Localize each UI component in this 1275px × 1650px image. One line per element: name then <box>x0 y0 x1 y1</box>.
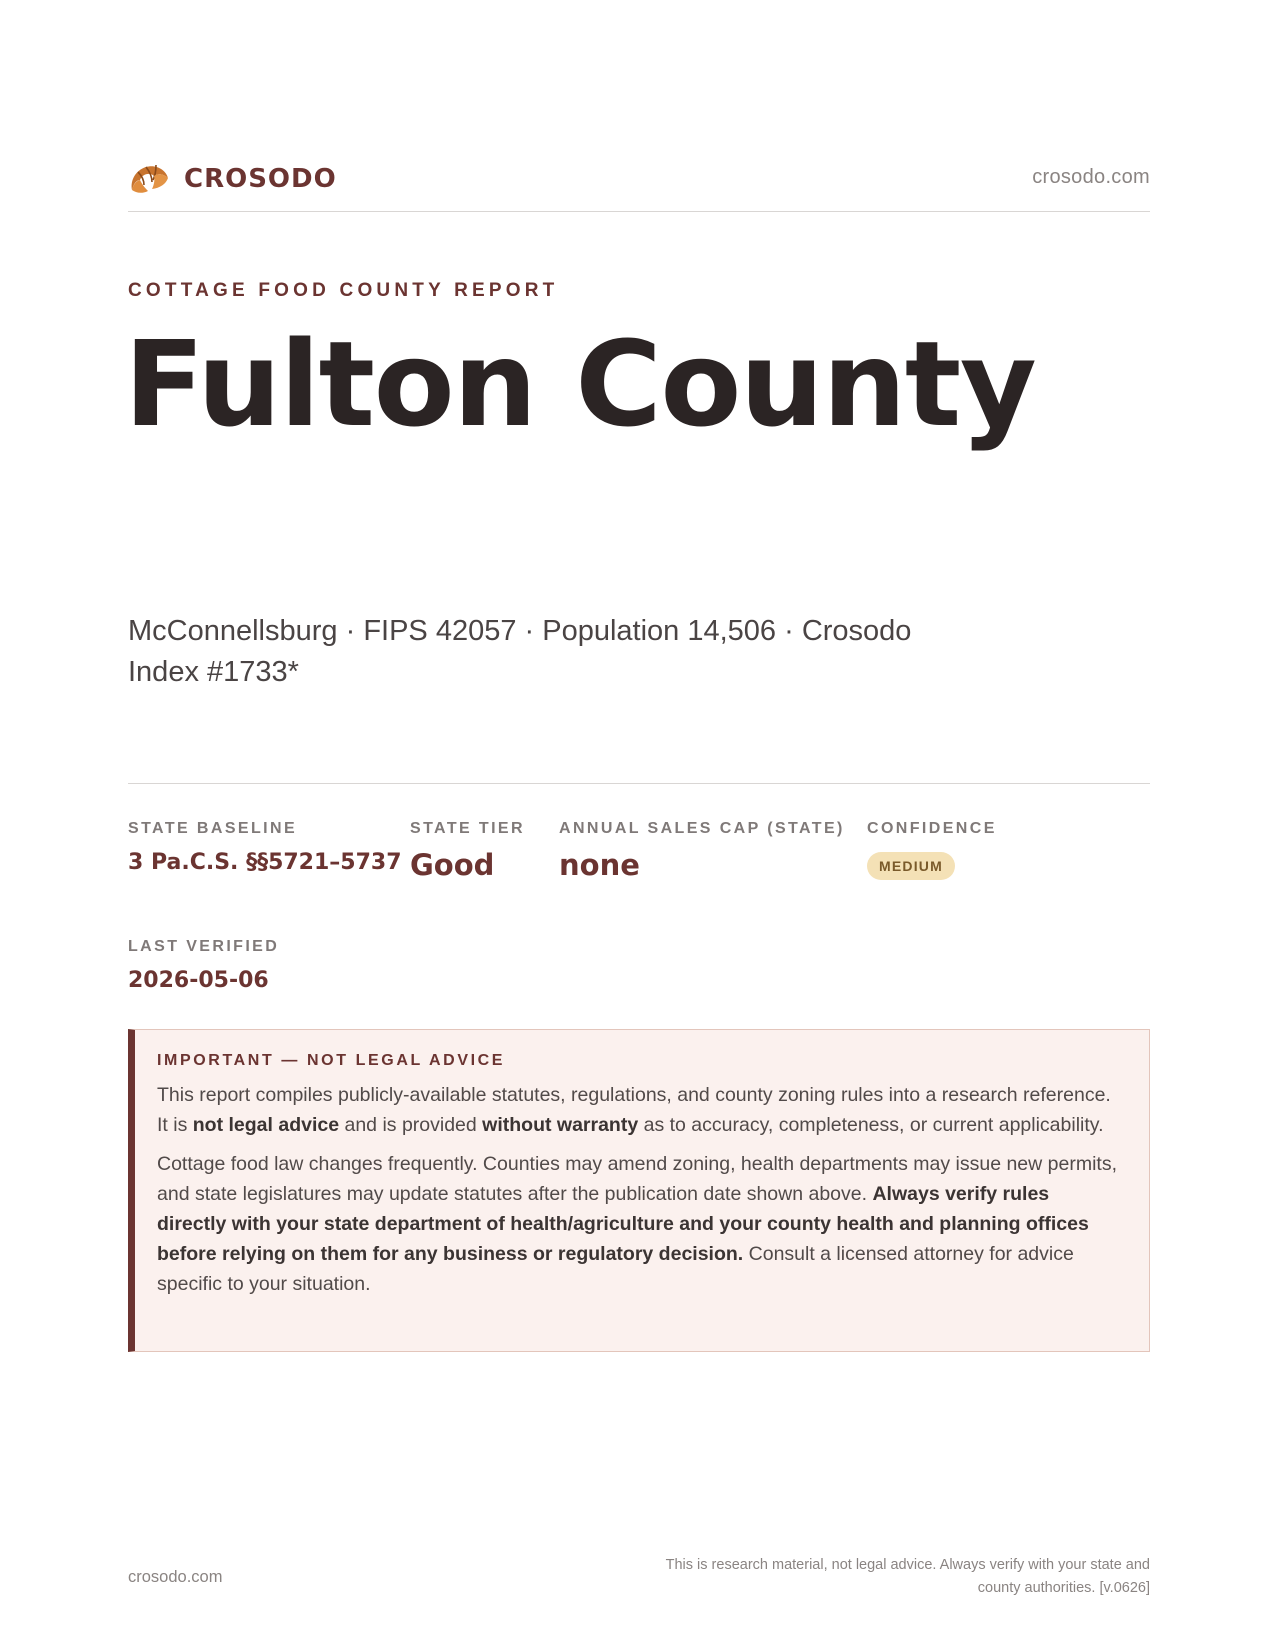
notice-paragraph: Cottage food law changes frequently. Counties may amend zoning, health departments may issue new permits, and state legislatures may update statutes after the publication date shown above. Always verify rules directly with your state department of health/agriculture and your county health and planning offices before relying on them for any business or regulatory decision. Consult a licensed attorney for advice specific to your situation. <box>157 1153 1117 1295</box>
confidence-badge: MEDIUM <box>867 852 955 880</box>
fact-annual-sales-cap <box>559 820 845 882</box>
fact-state-baseline <box>128 820 402 875</box>
fact-label: STATE BASELINE <box>128 820 298 837</box>
report-eyebrow: COTTAGE FOOD COUNTY REPORT <box>128 280 559 301</box>
fact-value: Good <box>410 848 495 882</box>
fact-label: ANNUAL SALES CAP (STATE) <box>559 820 845 837</box>
footer-disclaimer: This is research material, not legal advice. Always verify with your state and county authorities. [v.0626] <box>665 1557 1150 1596</box>
footer-site[interactable]: crosodo.com <box>128 1568 223 1586</box>
county-subtitle: McConnellsburg · FIPS 42057 · Population 14,506 · Crosodo Index #1733* <box>128 615 912 688</box>
brand[interactable] <box>128 160 337 198</box>
fact-label: LAST VERIFIED <box>128 938 280 955</box>
fact-label: CONFIDENCE <box>867 820 997 837</box>
fact-value: 3 Pa.C.S. §§5721–5737 <box>128 850 402 875</box>
croissant-icon <box>128 160 170 198</box>
fact-value: 2026-05-06 <box>128 968 269 993</box>
fact-state-tier <box>410 820 525 882</box>
site-url[interactable]: crosodo.com <box>1032 166 1150 188</box>
divider <box>128 783 1150 784</box>
fact-value: none <box>559 848 640 882</box>
fact-confidence <box>867 820 997 880</box>
notice-heading: IMPORTANT — NOT LEGAL ADVICE <box>157 1052 506 1069</box>
page-header <box>128 158 1150 212</box>
brand-name: CROSODO <box>184 164 337 194</box>
fact-label: STATE TIER <box>410 820 525 837</box>
county-title: Fulton County <box>124 315 1036 453</box>
facts-grid <box>128 820 1150 1030</box>
legal-notice <box>128 1029 1150 1352</box>
fact-last-verified <box>128 938 279 993</box>
notice-paragraph: This report compiles publicly-available statutes, regulations, and county zoning rules into a research reference. It is not legal advice and is provided without warranty as to accuracy, completeness, or current applicability. <box>157 1084 1111 1136</box>
